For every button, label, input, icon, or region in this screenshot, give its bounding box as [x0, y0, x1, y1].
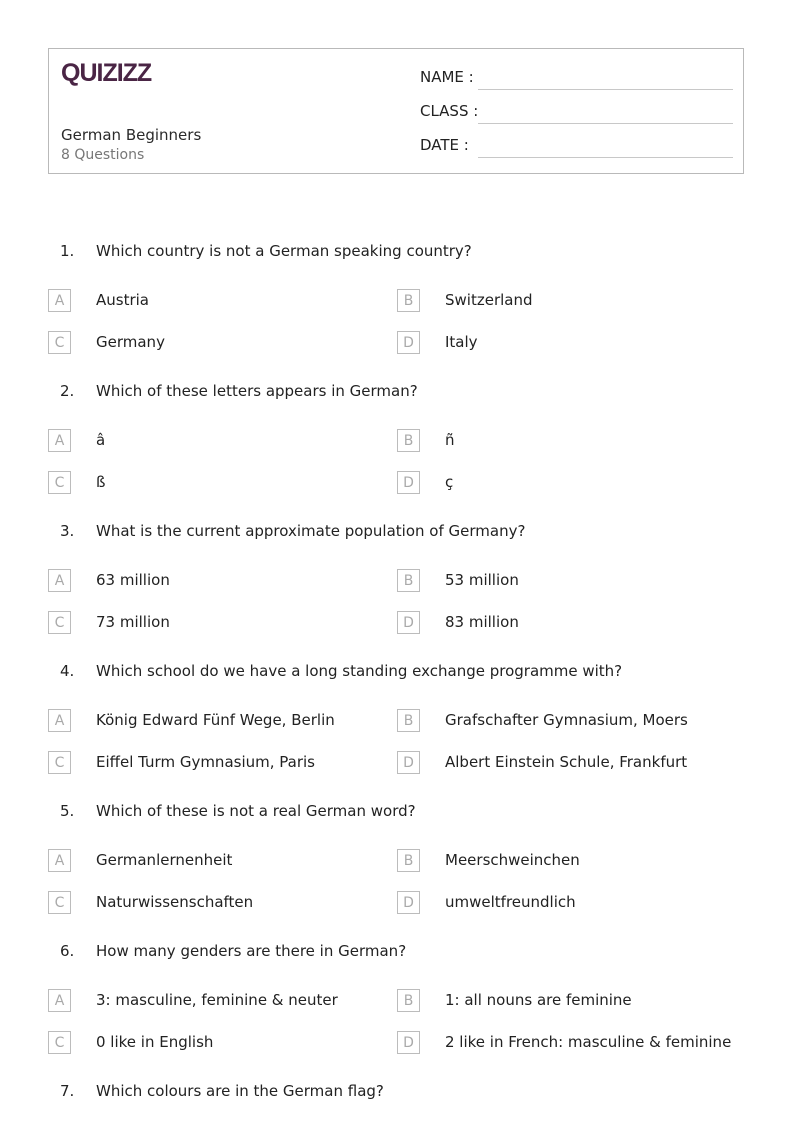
option-text: Italy — [445, 333, 478, 351]
option-letter-box[interactable]: B — [397, 849, 420, 872]
date-label: DATE : — [420, 136, 469, 154]
option-text: 83 million — [445, 613, 519, 631]
question-number: 4. — [60, 662, 75, 680]
option-text: 73 million — [96, 613, 170, 631]
option-letter-box[interactable]: C — [48, 471, 71, 494]
question-count: 8 Questions — [61, 147, 145, 163]
question-number: 7. — [60, 1082, 75, 1100]
option-letter-box[interactable]: D — [397, 331, 420, 354]
option-letter-box[interactable]: B — [397, 569, 420, 592]
option-letter-box[interactable]: A — [48, 709, 71, 732]
name-field[interactable] — [478, 89, 733, 90]
option-text: ñ — [445, 431, 455, 449]
option-text: 63 million — [96, 571, 170, 589]
option-letter-box[interactable]: A — [48, 849, 71, 872]
option-letter-box[interactable]: A — [48, 569, 71, 592]
option-letter-box[interactable]: B — [397, 709, 420, 732]
worksheet-header — [48, 48, 744, 174]
option-letter-box[interactable]: B — [397, 429, 420, 452]
option-letter-box[interactable]: D — [397, 611, 420, 634]
class-field[interactable] — [478, 123, 733, 124]
question-text: Which school do we have a long standing exchange programme with? — [96, 662, 623, 680]
class-label: CLASS : — [420, 102, 479, 120]
option-letter-box[interactable]: D — [397, 471, 420, 494]
option-letter-box[interactable]: D — [397, 1031, 420, 1054]
option-letter-box[interactable]: C — [48, 1031, 71, 1054]
question-text: Which of these is not a real German word? — [96, 802, 416, 820]
option-letter-box[interactable]: A — [48, 989, 71, 1012]
option-text: 2 like in French: masculine & feminine — [445, 1033, 732, 1051]
option-text: Grafschafter Gymnasium, Moers — [445, 711, 688, 729]
question-text: Which country is not a German speaking country? — [96, 242, 472, 260]
question-number: 5. — [60, 802, 75, 820]
option-text: 53 million — [445, 571, 519, 589]
option-text: Albert Einstein Schule, Frankfurt — [445, 753, 688, 771]
option-text: â — [96, 431, 106, 449]
question-text: Which of these letters appears in German? — [96, 382, 418, 400]
option-text: Austria — [96, 291, 149, 309]
option-letter-box[interactable]: A — [48, 289, 71, 312]
question-text: What is the current approximate population of Germany? — [96, 522, 526, 540]
option-letter-box[interactable]: C — [48, 331, 71, 354]
option-text: Meerschweinchen — [445, 851, 580, 869]
option-letter-box[interactable]: C — [48, 611, 71, 634]
option-text: ç — [445, 473, 454, 491]
worksheet-title: German Beginners — [61, 126, 202, 144]
option-letter-box[interactable]: D — [397, 751, 420, 774]
option-text: Naturwissenschaften — [96, 893, 254, 911]
option-text: Germany — [96, 333, 165, 351]
name-label: NAME : — [420, 68, 474, 86]
option-letter-box[interactable]: A — [48, 429, 71, 452]
option-text: umweltfreundlich — [445, 893, 576, 911]
option-letter-box[interactable]: B — [397, 289, 420, 312]
option-text: Switzerland — [445, 291, 533, 309]
option-letter-box[interactable]: B — [397, 989, 420, 1012]
date-field[interactable] — [478, 157, 733, 158]
option-text: Germanlernenheit — [96, 851, 233, 869]
question-number: 2. — [60, 382, 75, 400]
question-number: 3. — [60, 522, 75, 540]
option-text: 1: all nouns are feminine — [445, 991, 632, 1009]
question-number: 6. — [60, 942, 75, 960]
option-text: 3: masculine, feminine & neuter — [96, 991, 338, 1009]
option-text: Eiffel Turm Gymnasium, Paris — [96, 753, 315, 771]
option-letter-box[interactable]: C — [48, 891, 71, 914]
question-text: How many genders are there in German? — [96, 942, 407, 960]
question-text: Which colours are in the German flag? — [96, 1082, 384, 1100]
quizizz-logo: QUIZIZZ — [61, 59, 152, 87]
option-letter-box[interactable]: C — [48, 751, 71, 774]
option-letter-box[interactable]: D — [397, 891, 420, 914]
option-text: ß — [96, 473, 106, 491]
question-number: 1. — [60, 242, 75, 260]
option-text: König Edward Fünf Wege, Berlin — [96, 711, 335, 729]
option-text: 0 like in English — [96, 1033, 214, 1051]
